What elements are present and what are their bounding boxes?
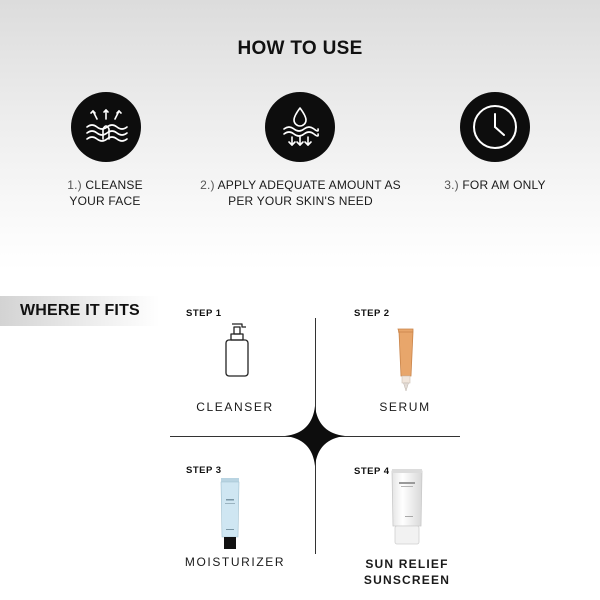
step-2-label: STEP 2	[354, 308, 390, 319]
sunscreen-tube-icon	[390, 468, 424, 546]
serum-tube-icon	[393, 328, 419, 392]
moisturizer-tube-icon	[219, 477, 241, 551]
pump-bottle-icon	[220, 320, 254, 378]
clock-icon	[460, 92, 530, 162]
step-3-label: STEP 3	[186, 465, 222, 476]
how-step-2-text: 2.) APPLY ADEQUATE AMOUNT AS PER YOUR SKIN'S NEED	[200, 178, 401, 208]
how-to-use-title: HOW TO USE	[237, 38, 363, 59]
serum-label: SERUM	[379, 400, 431, 414]
cleanser-label: CLEANSER	[196, 400, 274, 414]
four-point-star-icon	[285, 406, 345, 466]
droplet-absorb-icon	[265, 92, 335, 162]
step-4-label: STEP 4	[354, 466, 390, 477]
where-it-fits-title: WHERE IT FITS	[20, 302, 140, 319]
how-step-1-text: 1.) CLEANSE YOUR FACE	[67, 178, 143, 208]
sunscreen-label: SUN RELIEF SUNSCREEN	[363, 557, 451, 587]
moisturizer-label: MOISTURIZER	[184, 555, 286, 569]
how-step-3-text: 3.) FOR AM ONLY	[444, 178, 546, 192]
skin-cleanse-icon	[71, 92, 141, 162]
step-1-label: STEP 1	[186, 308, 222, 319]
